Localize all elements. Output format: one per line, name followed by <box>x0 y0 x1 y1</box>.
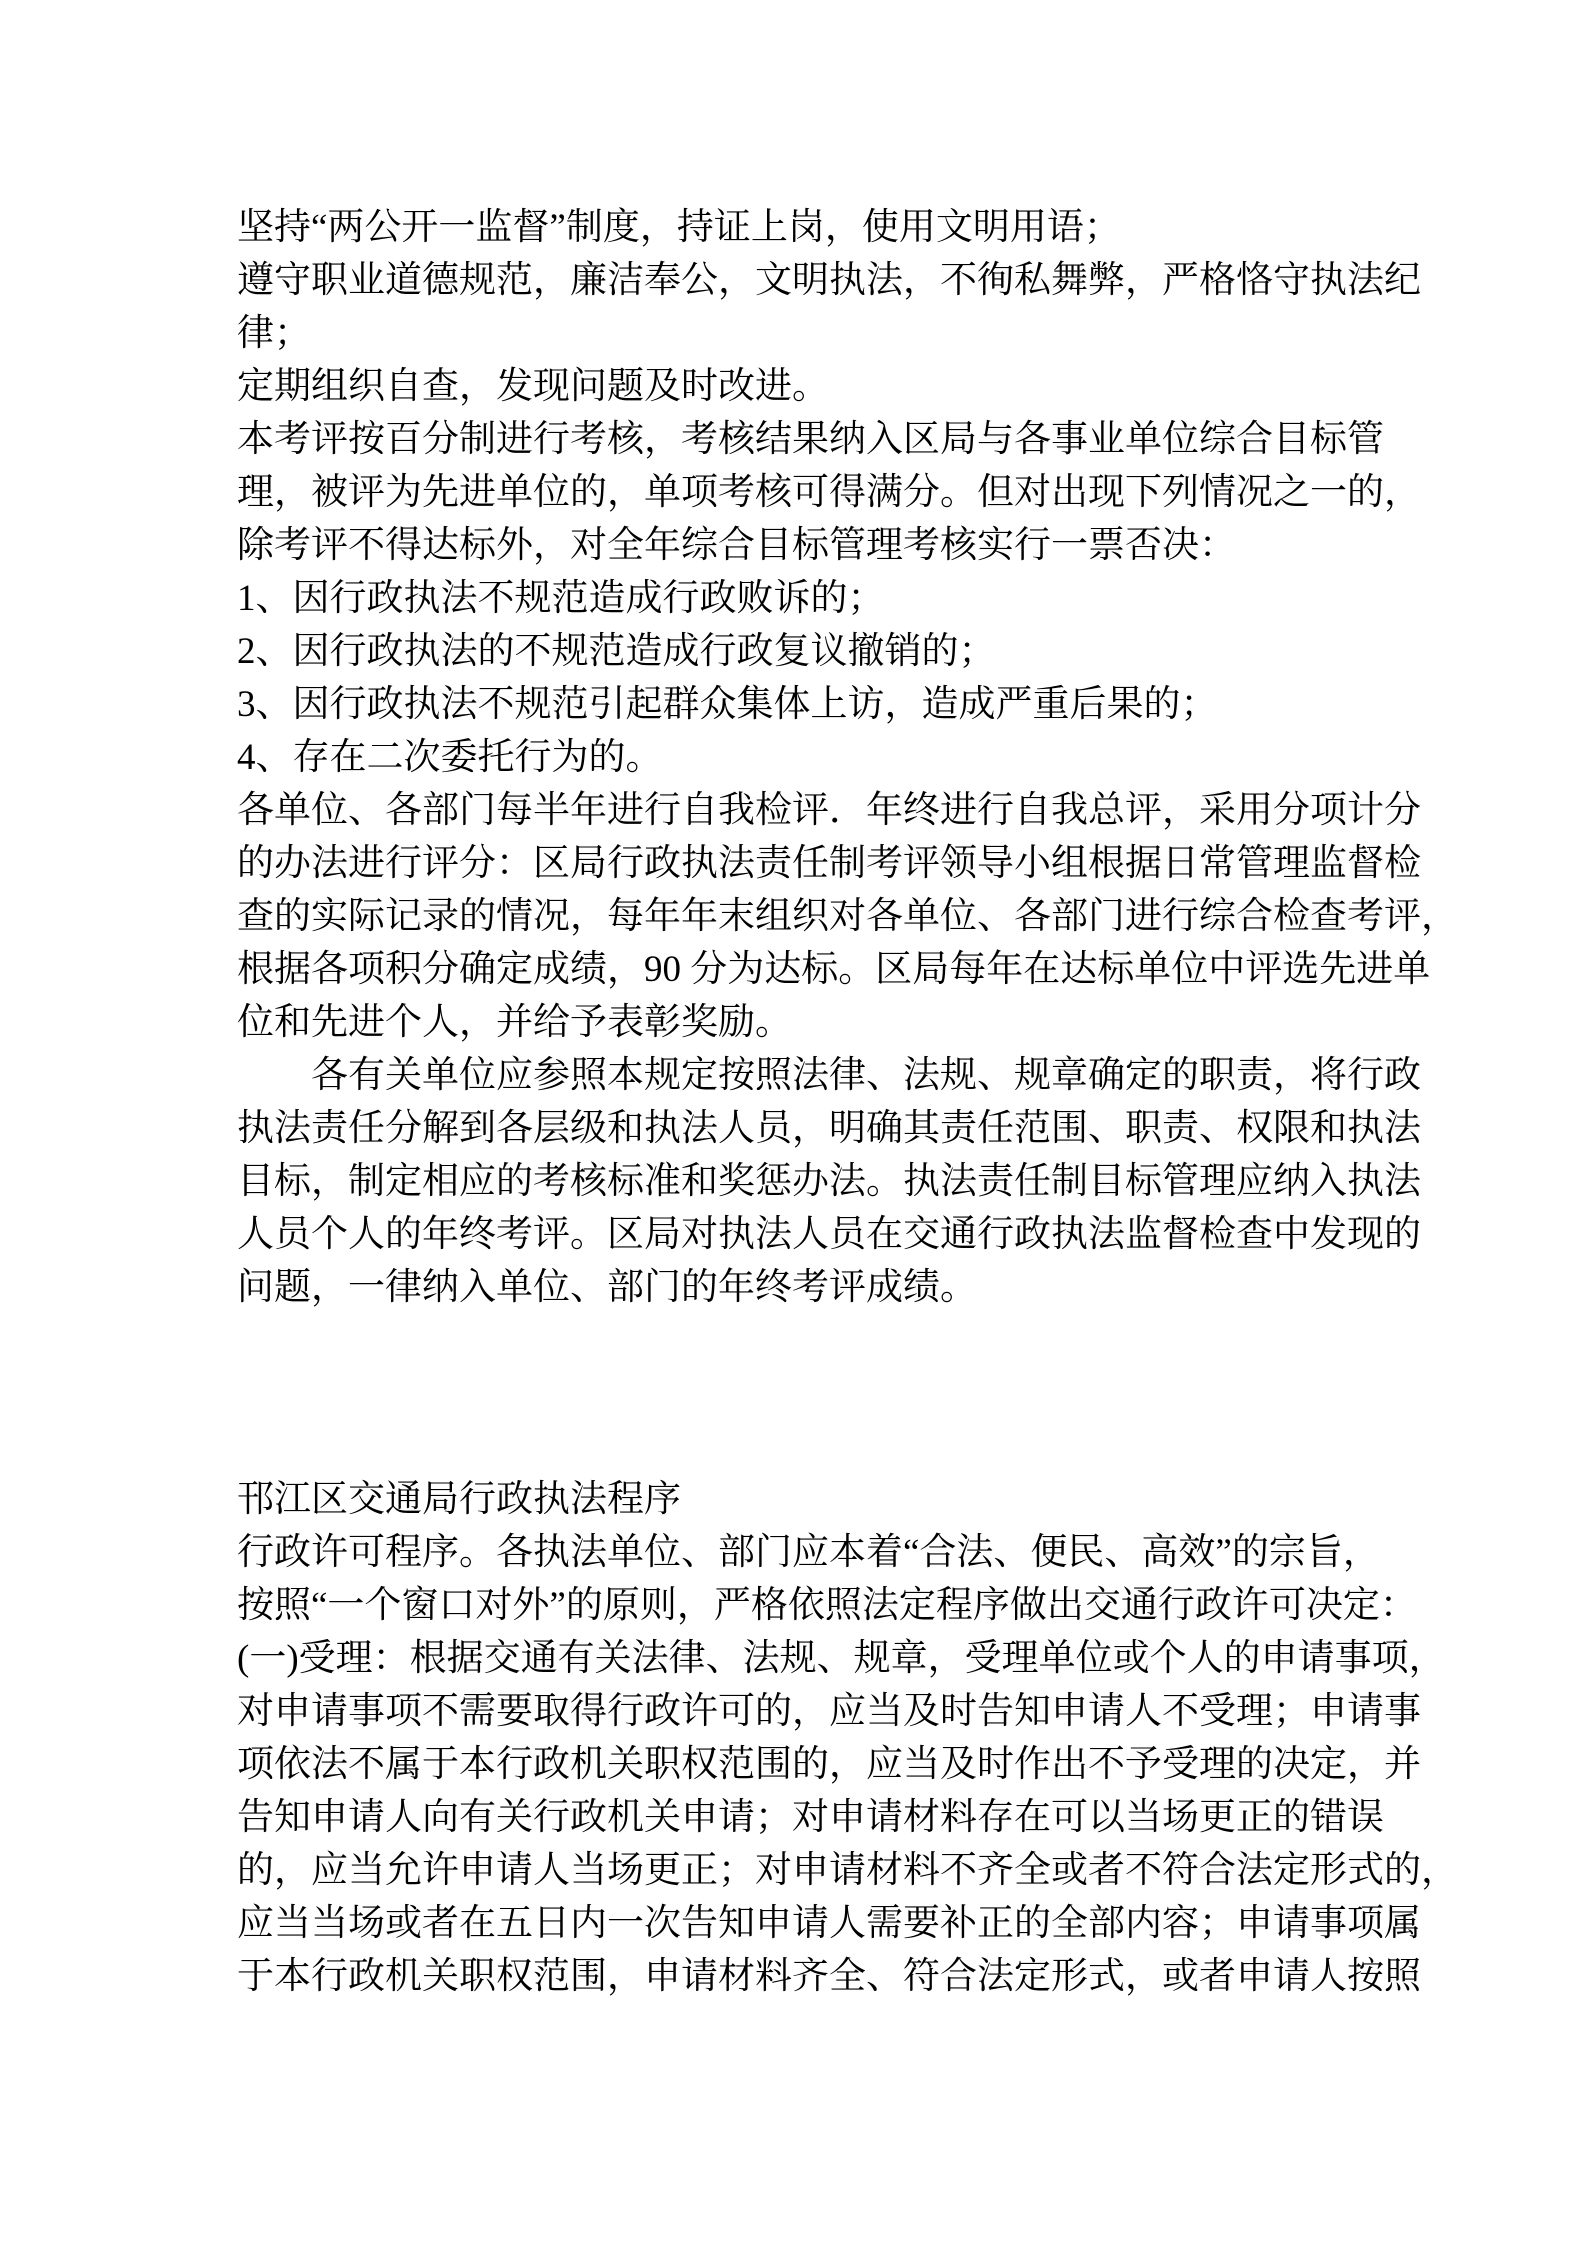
text-line: 律； <box>237 313 311 354</box>
document-body <box>237 201 1458 2003</box>
text-line: 坚持“两公开一监督”制度，持证上岗，使用文明用语； <box>237 207 1121 248</box>
text-line: 各单位、各部门每半年进行自我检评．年终进行自我总评，采用分项计分 <box>237 790 1421 831</box>
blank-line <box>237 1367 1427 1420</box>
text-line: 理，被评为先进单位的，单项考核可得满分。但对出现下列情况之一的， <box>237 472 1421 513</box>
text-line: (一)受理：根据交通有关法律、法规、规章，受理单位或个人的申请事项， <box>237 1638 1446 1679</box>
text-line: 项依法不属于本行政机关职权范围的，应当及时作出不予受理的决定，并 <box>237 1744 1421 1785</box>
text-line: 目标，制定相应的考核标准和奖惩办法。执法责任制目标管理应纳入执法 <box>237 1161 1421 1202</box>
text-line: 人员个人的年终考评。区局对执法人员在交通行政执法监督检查中发现的 <box>237 1214 1421 1255</box>
text-line: 2、因行政执法的不规范造成行政复议撤销的； <box>237 631 996 672</box>
text-line: 根据各项积分确定成绩，90 分为达标。区局每年在达标单位中评选先进单 <box>237 949 1431 990</box>
text-line: 执法责任分解到各层级和执法人员，明确其责任范围、职责、权限和执法 <box>237 1108 1421 1149</box>
blank-line <box>237 1314 1427 1367</box>
text-line: 对申请事项不需要取得行政许可的，应当及时告知申请人不受理；申请事 <box>237 1691 1421 1732</box>
section-title: 邗江区交通局行政执法程序 <box>237 1479 681 1520</box>
blank-line <box>237 1420 1427 1473</box>
text-line: 定期组织自查，发现问题及时改进。 <box>237 366 829 407</box>
text-line: 遵守职业道德规范，廉洁奉公，文明执法，不徇私舞弊，严格恪守执法纪 <box>237 260 1421 301</box>
text-line: 1、因行政执法不规范造成行政败诉的； <box>237 578 885 619</box>
text-line: 查的实际记录的情况，每年年末组织对各单位、各部门进行综合检查考评， <box>237 896 1458 937</box>
text-line: 行政许可程序。各执法单位、部门应本着“合法、便民、高效”的宗旨， <box>237 1532 1380 1573</box>
text-line: 除考评不得达标外，对全年综合目标管理考核实行一票否决： <box>237 525 1236 566</box>
text-line: 告知申请人向有关行政机关申请；对申请材料存在可以当场更正的错误 <box>237 1797 1384 1838</box>
text-line: 3、因行政执法不规范引起群众集体上访，造成严重后果的； <box>237 684 1218 725</box>
text-line: 按照“一个窗口对外”的原则，严格依照法定程序做出交通行政许可决定： <box>237 1585 1417 1626</box>
text-line: 问题，一律纳入单位、部门的年终考评成绩。 <box>237 1267 977 1308</box>
text-line: 位和先进个人，并给予表彰奖励。 <box>237 1002 792 1043</box>
text-line: 的办法进行评分：区局行政执法责任制考评领导小组根据日常管理监督检 <box>237 843 1421 884</box>
text-line: 4、存在二次委托行为的。 <box>237 737 663 778</box>
text-line: 的，应当允许申请人当场更正；对申请材料不齐全或者不符合法定形式的， <box>237 1850 1458 1891</box>
text-line: 本考评按百分制进行考核，考核结果纳入区局与各事业单位综合目标管 <box>237 419 1384 460</box>
text-line: 应当当场或者在五日内一次告知申请人需要补正的全部内容；申请事项属 <box>237 1903 1421 1944</box>
text-line: 于本行政机关职权范围，申请材料齐全、符合法定形式，或者申请人按照 <box>237 1956 1421 1997</box>
text-line: 各有关单位应参照本规定按照法律、法规、规章确定的职责，将行政 <box>311 1055 1421 1096</box>
